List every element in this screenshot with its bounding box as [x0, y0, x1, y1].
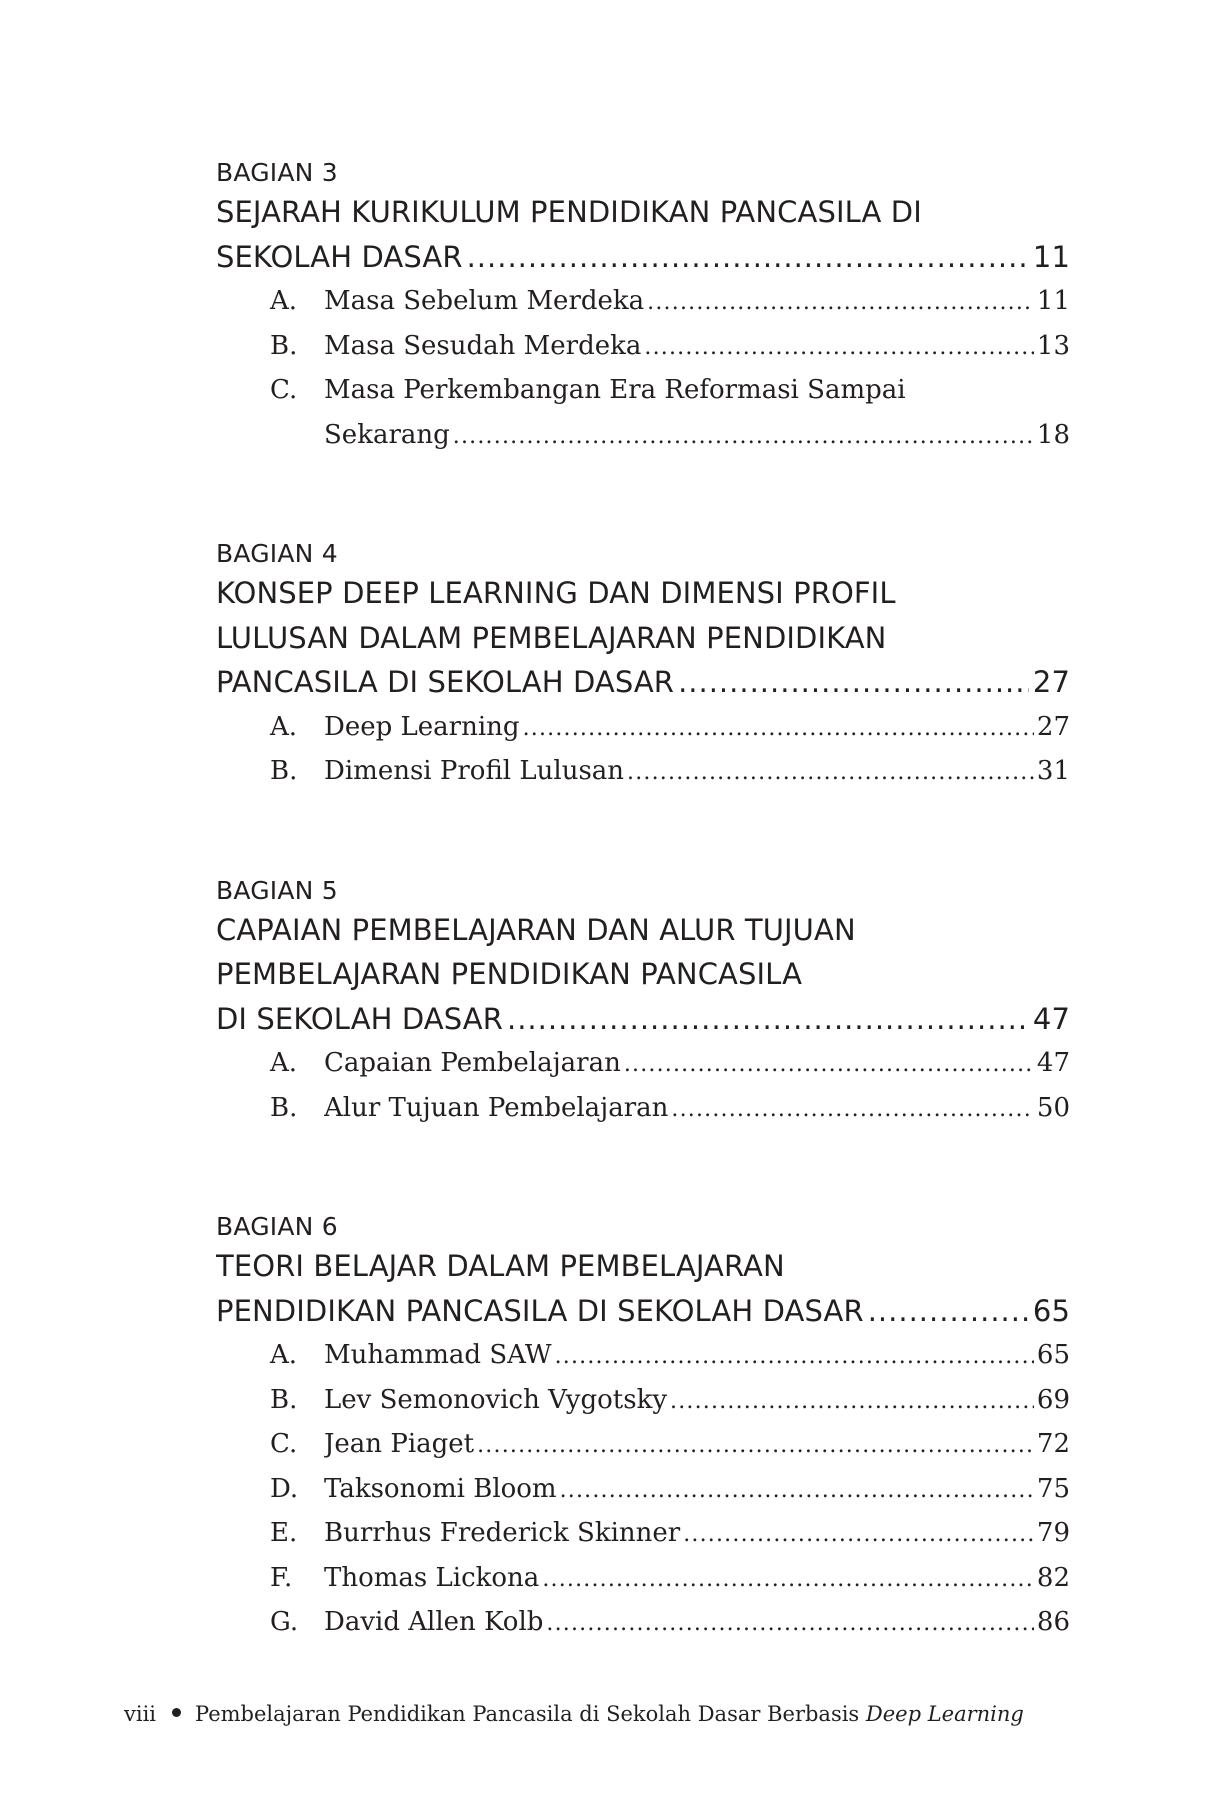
- dot-leader: [555, 1335, 1034, 1380]
- chapter-title-entry[interactable]: [216, 1289, 1070, 1334]
- item-page-number: 31: [1036, 756, 1070, 786]
- toc-item[interactable]: [216, 1086, 1070, 1131]
- item-title: Taksonomi Bloom: [324, 1473, 557, 1504]
- chapter-title-last-line: PENDIDIKAN PANCASILA DI SEKOLAH DASAR: [216, 1293, 864, 1328]
- item-title-continuation: Sekarang: [324, 419, 450, 450]
- toc-item[interactable]: [216, 368, 1070, 413]
- item-page-number: 47: [1036, 1048, 1070, 1078]
- chapter-page-number: 11: [1032, 239, 1070, 274]
- toc-section-bagian-3: [216, 156, 1070, 457]
- toc-item[interactable]: [216, 705, 1070, 750]
- toc-item[interactable]: [216, 1600, 1070, 1645]
- dot-leader: [507, 997, 1029, 1042]
- item-title: Masa Sebelum Merdeka: [324, 286, 645, 316]
- item-page-number: 27: [1036, 711, 1070, 742]
- page-footer: [124, 1702, 1024, 1726]
- item-letter: B.: [270, 330, 298, 361]
- item-letter: D.: [270, 1473, 299, 1504]
- toc-item[interactable]: [216, 279, 1070, 324]
- subsection-list: [216, 705, 1070, 794]
- item-letter: F.: [270, 1562, 293, 1593]
- dot-leader: [467, 235, 1029, 280]
- item-title: Thomas Lickona: [324, 1562, 540, 1593]
- item-letter: B.: [270, 1384, 298, 1415]
- item-title: Deep Learning: [324, 711, 520, 742]
- toc-item[interactable]: [216, 1556, 1070, 1601]
- chapter-page-number: 47: [1032, 1001, 1070, 1036]
- item-page-number: 65: [1036, 1340, 1070, 1370]
- chapter-title-entry[interactable]: [216, 235, 1070, 280]
- chapter-title-last-line: DI SEKOLAH DASAR: [216, 1001, 503, 1036]
- chapter-title-line: LULUSAN DALAM PEMBELAJARAN PENDIDIKAN: [216, 620, 887, 655]
- item-page-number: 13: [1036, 330, 1070, 361]
- toc-section-bagian-4: [216, 537, 1070, 794]
- toc-item[interactable]: [216, 1333, 1070, 1378]
- item-title: Masa Sesudah Merdeka: [324, 330, 642, 361]
- chapter-title-entry[interactable]: [216, 997, 1070, 1042]
- item-letter: A.: [270, 1340, 298, 1370]
- section-label: BAGIAN 5: [216, 875, 338, 905]
- toc-item[interactable]: [216, 1378, 1070, 1423]
- dot-leader: [683, 1513, 1034, 1558]
- item-title: Dimensi Profil Lulusan: [324, 756, 625, 786]
- dot-leader: [523, 707, 1034, 752]
- toc-section-bagian-5: [216, 874, 1070, 1131]
- item-title: David Allen Kolb: [324, 1607, 544, 1637]
- chapter-page-number: 65: [1032, 1293, 1070, 1328]
- item-letter: A.: [270, 1048, 298, 1078]
- toc-item[interactable]: [216, 1422, 1070, 1467]
- subsection-list: [216, 1041, 1070, 1130]
- toc-section-bagian-6: [216, 1210, 1070, 1645]
- item-page-number: 18: [1036, 419, 1070, 450]
- item-page-number: 72: [1036, 1429, 1070, 1459]
- chapter-title-line: CAPAIAN PEMBELAJARAN DAN ALUR TUJUAN: [216, 912, 856, 947]
- chapter-title-line: TEORI BELAJAR DALAM PEMBELAJARAN: [216, 1249, 785, 1283]
- toc-item[interactable]: [216, 749, 1070, 794]
- toc-item[interactable]: [216, 324, 1070, 369]
- dot-leader: [560, 1469, 1034, 1514]
- item-title: Lev Semonovich Vygotsky: [324, 1384, 668, 1415]
- item-title: Masa Perkembangan Era Reformasi Sampai: [324, 375, 906, 405]
- item-title: Capaian Pembelajaran: [324, 1048, 621, 1078]
- dot-leader: [670, 1380, 1034, 1425]
- dot-leader: [477, 1424, 1034, 1469]
- section-label: BAGIAN 6: [216, 1212, 338, 1241]
- dot-leader: [671, 1088, 1034, 1133]
- item-letter: B.: [270, 1092, 298, 1123]
- dot-leader: [627, 751, 1034, 796]
- item-title: Jean Piaget: [324, 1429, 475, 1459]
- item-title: Alur Tujuan Pembelajaran: [324, 1092, 669, 1123]
- item-title: Burrhus Frederick Skinner: [324, 1518, 681, 1548]
- dot-leader: [546, 1602, 1034, 1647]
- section-label: BAGIAN 4: [216, 539, 338, 568]
- section-label: BAGIAN 3: [216, 158, 338, 187]
- table-of-contents: [216, 156, 1070, 1645]
- dot-leader: [644, 326, 1034, 371]
- dot-leader: [678, 660, 1029, 705]
- item-letter: C.: [270, 375, 298, 405]
- subsection-list: [216, 1333, 1070, 1645]
- chapter-title-entry[interactable]: [216, 660, 1070, 705]
- footer-book-title: Pembelajaran Pendidikan Pancasila di Sekolah Dasar Berbasis: [195, 1702, 860, 1726]
- item-page-number: 82: [1036, 1562, 1070, 1593]
- dot-leader: [453, 415, 1034, 460]
- chapter-title-line: SEJARAH KURIKULUM PENDIDIKAN PANCASILA DI: [216, 195, 922, 229]
- item-letter: B.: [270, 756, 298, 786]
- dot-leader: [542, 1558, 1034, 1603]
- item-letter: C.: [270, 1429, 298, 1459]
- bullet-icon: [172, 1708, 181, 1717]
- dot-leader: [647, 281, 1034, 326]
- chapter-title-last-line: SEKOLAH DASAR: [216, 239, 463, 274]
- toc-item[interactable]: [216, 1041, 1070, 1086]
- chapter-page-number: 27: [1032, 665, 1070, 699]
- dot-leader: [624, 1043, 1034, 1088]
- toc-item-continuation[interactable]: [216, 413, 1070, 458]
- item-letter: A.: [270, 286, 298, 316]
- item-letter: E.: [270, 1518, 298, 1548]
- item-page-number: 11: [1036, 286, 1070, 316]
- item-page-number: 75: [1036, 1473, 1070, 1504]
- chapter-title-last-line: PANCASILA DI SEKOLAH DASAR: [216, 665, 675, 699]
- toc-item[interactable]: [216, 1467, 1070, 1512]
- item-title: Muhammad SAW: [324, 1340, 552, 1370]
- item-page-number: 69: [1036, 1384, 1070, 1415]
- item-page-number: 50: [1036, 1092, 1070, 1123]
- footer-book-title-italic: Deep Learning: [865, 1702, 1024, 1726]
- footer-page-number: viii: [124, 1702, 157, 1726]
- subsection-list: [216, 279, 1070, 457]
- item-letter: G.: [270, 1607, 299, 1637]
- chapter-title-line: KONSEP DEEP LEARNING DAN DIMENSI PROFIL: [216, 576, 896, 610]
- toc-item[interactable]: [216, 1511, 1070, 1556]
- item-page-number: 86: [1036, 1607, 1070, 1637]
- dot-leader: [868, 1289, 1029, 1334]
- item-letter: A.: [270, 711, 298, 742]
- item-page-number: 79: [1036, 1518, 1070, 1548]
- chapter-title-line: PEMBELAJARAN PENDIDIKAN PANCASILA: [216, 957, 803, 991]
